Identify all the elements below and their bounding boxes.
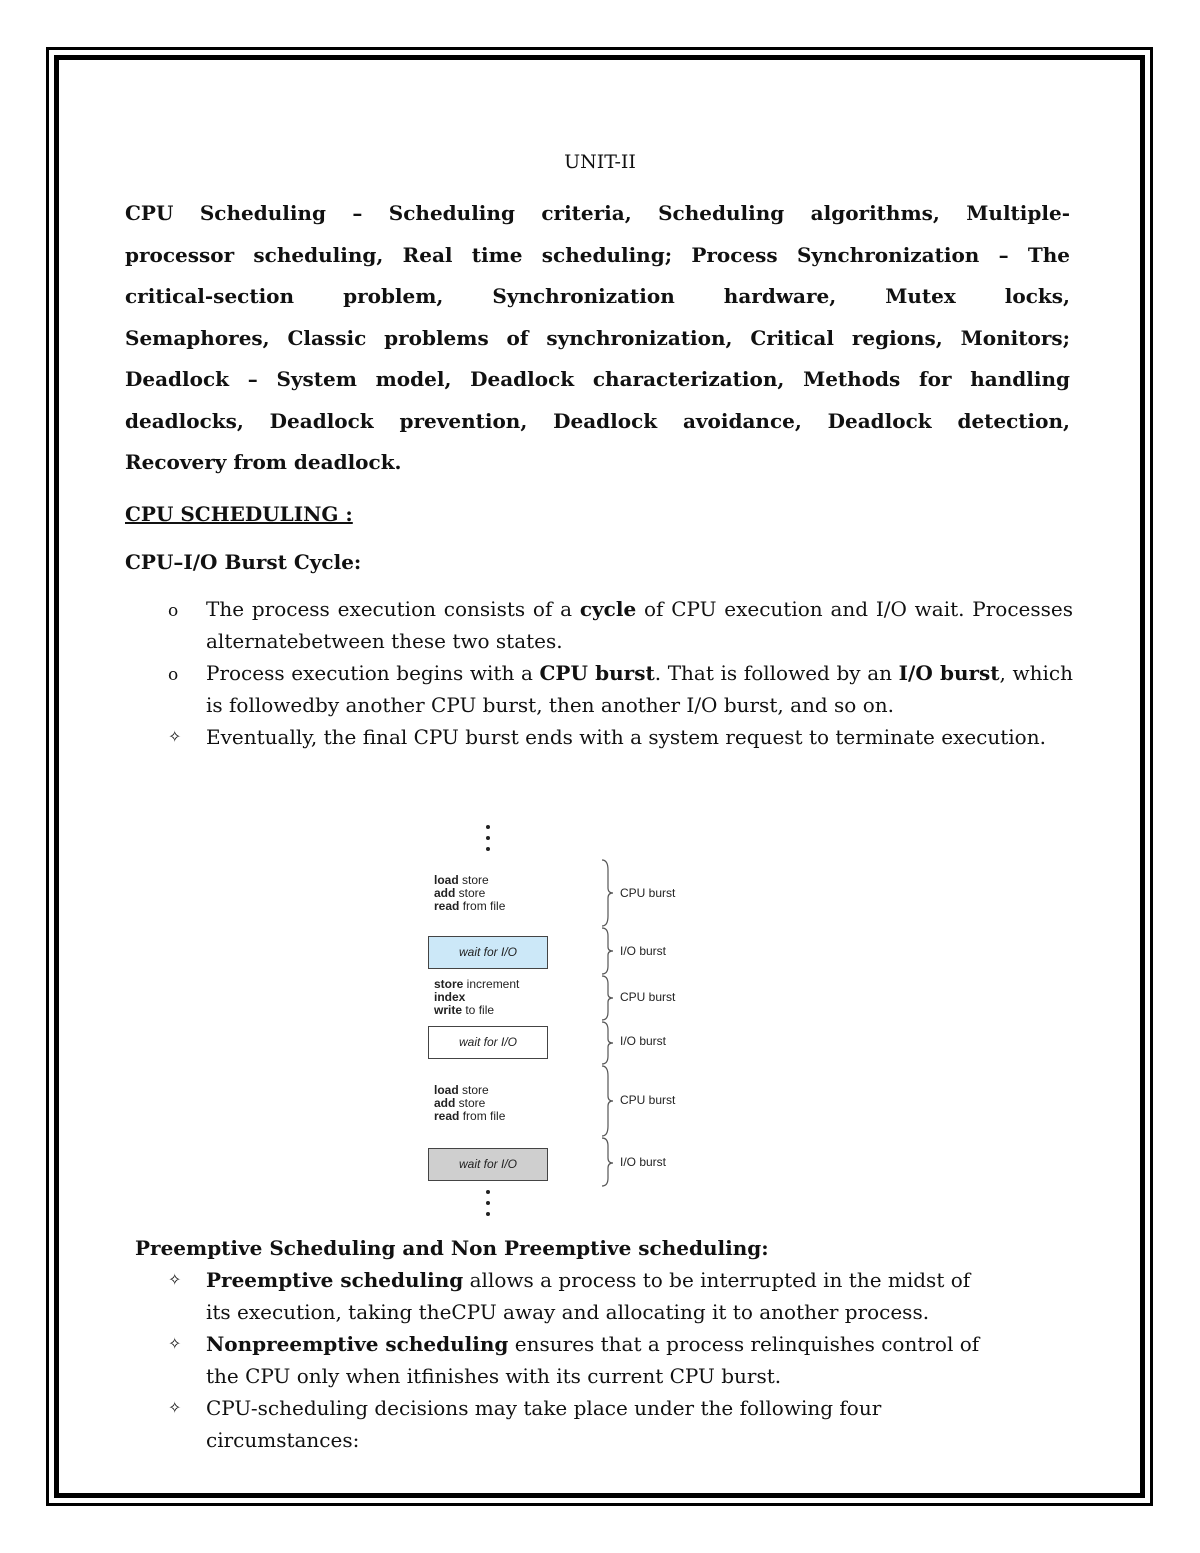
list-item: ✧ Eventually, the final CPU burst ends with a system request to terminate execution.: [168, 721, 1073, 753]
burst-cycle-list: [168, 593, 1073, 753]
cpu-scheduling-heading: CPU SCHEDULING :: [125, 502, 353, 526]
brace-io-1: [602, 928, 613, 974]
burst-label: CPU burst: [620, 886, 676, 900]
ellipsis-dot: [486, 1201, 490, 1205]
syllabus-line: processor scheduling, Real time scheduling; Process Synchronization – The: [125, 242, 1070, 267]
syllabus-line: Deadlock – System model, Deadlock characterization, Methods for handling: [125, 367, 1070, 391]
wait-io-box: wait for I/O: [428, 1148, 548, 1181]
diamond-bullet-icon: ✧: [168, 1270, 182, 1289]
brace-cpu-1: [602, 860, 613, 926]
preemptive-heading: Preemptive Scheduling and Non Preemptive scheduling:: [135, 1236, 769, 1260]
burst-label: CPU burst: [620, 1093, 676, 1107]
syllabus-line: critical-section problem, Synchronization hardware, Mutex locks,: [125, 284, 1070, 308]
ellipsis-dot: [486, 836, 490, 840]
ellipsis-dot: [486, 825, 490, 829]
instruction-group: load store add store read from file: [434, 873, 506, 913]
burst-label: I/O burst: [620, 944, 667, 958]
list-item: ✧ Nonpreemptive scheduling ensures that a process relinquishes control of the CPU only when itfinishes with its current CPU burst.: [168, 1328, 988, 1392]
burst-cycle-heading: CPU–I/O Burst Cycle:: [125, 550, 362, 574]
instruction-group: store increment index write to file: [434, 977, 520, 1017]
brace-cpu-3: [602, 1066, 613, 1136]
brace-io-2: [602, 1022, 613, 1064]
ellipsis-dot: [486, 1212, 490, 1216]
burst-label: I/O burst: [620, 1155, 667, 1169]
preemptive-list: [168, 1264, 988, 1456]
syllabus-paragraph: [125, 193, 1070, 484]
syllabus-line: Semaphores, Classic problems of synchronization, Critical regions, Monitors;: [125, 325, 1070, 350]
list-item: ✧ Preemptive scheduling allows a process to be interrupted in the midst of its execution, taking theCPU away and allocating it to another process.: [168, 1264, 988, 1328]
syllabus-line: CPU Scheduling – Scheduling criteria, Scheduling algorithms, Multiple-: [125, 201, 1070, 225]
ellipsis-dot: [486, 847, 490, 851]
diamond-bullet-icon: ✧: [168, 1398, 182, 1417]
circle-bullet-icon: o: [168, 665, 179, 685]
diamond-bullet-icon: ✧: [168, 1334, 182, 1353]
syllabus-line: Recovery from deadlock.: [125, 450, 402, 474]
list-item: o Process execution begins with a CPU burst. That is followed by an I/O burst, which is followedby another CPU burst, then another I/O burst, and so on.: [168, 661, 1074, 717]
burst-cycle-diagram: [420, 820, 720, 1230]
instruction-group: load store add store read from file: [434, 1083, 506, 1123]
burst-label: CPU burst: [620, 990, 676, 1004]
braces: [600, 858, 624, 1188]
brace-io-3: [602, 1138, 613, 1186]
burst-label: I/O burst: [620, 1034, 667, 1048]
circle-bullet-icon: o: [168, 601, 179, 621]
syllabus-line: deadlocks, Deadlock prevention, Deadlock avoidance, Deadlock detection,: [125, 408, 1070, 433]
wait-io-box: wait for I/O: [428, 1026, 548, 1059]
list-item: o The process execution consists of a cycle of CPU execution and I/O wait. Processes alternatebetween these two states.: [168, 597, 1074, 653]
ellipsis-dot: [486, 1190, 490, 1194]
unit-title: UNIT-II: [564, 151, 636, 173]
list-item: ✧ CPU-scheduling decisions may take place under the following four circumstances:: [168, 1392, 988, 1456]
diamond-bullet-icon: ✧: [168, 727, 182, 746]
brace-cpu-2: [602, 976, 613, 1020]
wait-io-box: wait for I/O: [428, 936, 548, 969]
